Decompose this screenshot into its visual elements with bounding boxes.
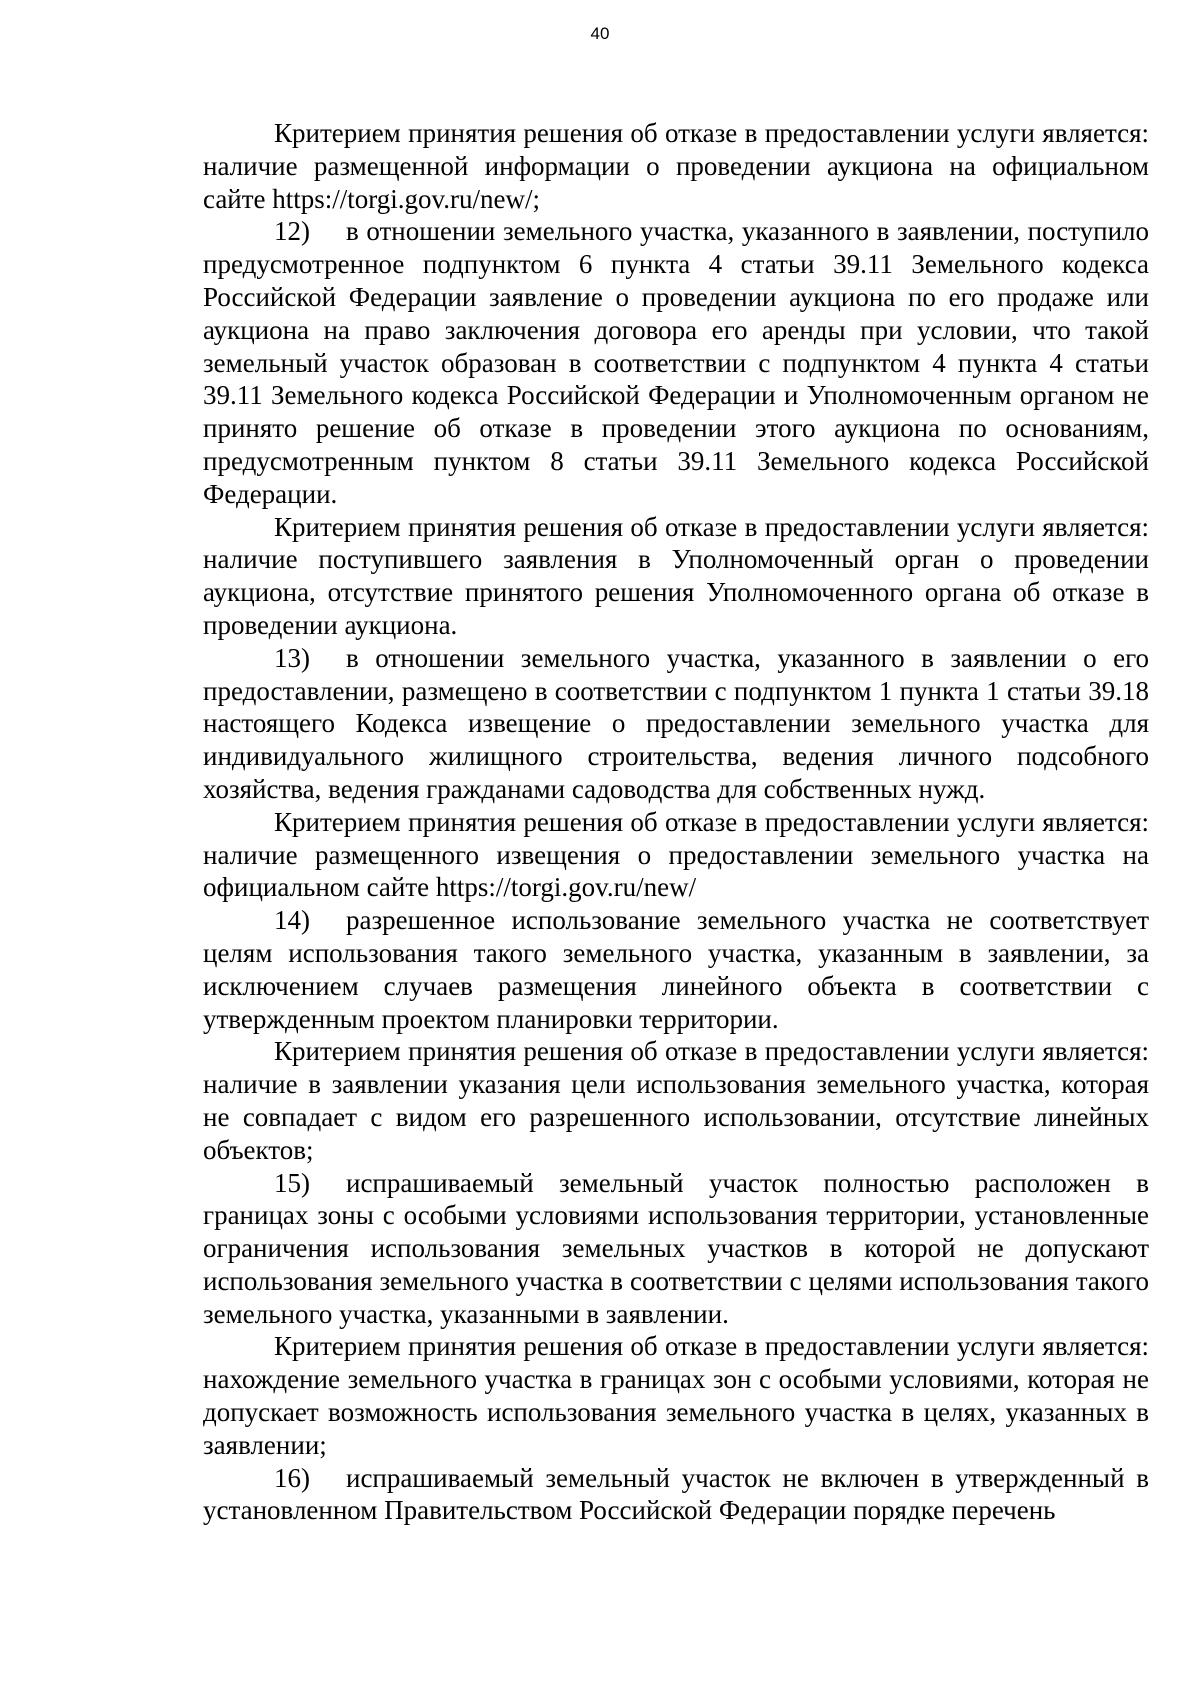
paragraph-item-13 bbox=[203, 642, 1149, 806]
paragraph-criterion-12 bbox=[203, 511, 1149, 642]
paragraph-criterion-11 bbox=[203, 117, 1149, 215]
item-number: 12) bbox=[274, 216, 310, 247]
paragraph-text: разрешенное использование земельного участка не соответствует целям использования такого земельного участка, указанным в заявлении, за исключением случаев размещения линейного объекта в соответствии с утвержденным проектом планировки территории. bbox=[203, 905, 1149, 1034]
paragraph-item-15 bbox=[203, 1167, 1149, 1331]
paragraph-text: испрашиваемый земельный участок полностью расположен в границах зоны с особыми условиями использования территории, установленные ограничения использования земельных участков в которой не допускают использования земельного участка в соответствии с целями использования такого земельного участка, указанными в заявлении. bbox=[203, 1167, 1149, 1329]
paragraph-item-16 bbox=[203, 1462, 1149, 1528]
paragraph-item-14 bbox=[203, 904, 1149, 1035]
paragraph-text: в отношении земельного участка, указанного в заявлении о его предоставлении, размещено в соответствии с подпунктом 1 пункта 1 статьи 39.18 настоящего Кодекса извещение о предоставлении земельного участка для индивидуального жилищного строительства, ведения личного подсобного хозяйства, ведения гражданами садоводства для собственных нужд. bbox=[203, 642, 1149, 804]
paragraph-text: Критерием принятия решения об отказе в предоставлении услуги является: наличие в заявлении указания цели использования земельного участка, которая не совпадает с видом его разрешенного использовании, отсутствие линейных объектов; bbox=[203, 1036, 1149, 1165]
paragraph-text: Критерием принятия решения об отказе в предоставлении услуги является: нахождение земельного участка в границах зон с особыми условиями, которая не допускает возможность использования земельного участка в целях, указанных в заявлении; bbox=[203, 1331, 1149, 1460]
item-number: 16) bbox=[274, 1462, 310, 1493]
paragraph-text: Критерием принятия решения об отказе в предоставлении услуги является: наличие размещенного извещения о предоставлении земельного участка на официальном сайте https://torgi.gov.ru/new/ bbox=[203, 806, 1149, 903]
paragraph-criterion-15 bbox=[203, 1330, 1149, 1461]
paragraph-text: испрашиваемый земельный участок не включен в утвержденный в установленном Правительством Российской Федерации порядке перечень bbox=[203, 1462, 1149, 1526]
item-number: 15) bbox=[274, 1167, 310, 1198]
page-number: 40 bbox=[590, 24, 610, 43]
paragraph-criterion-13 bbox=[203, 806, 1149, 904]
paragraph-text: в отношении земельного участка, указанного в заявлении, поступило предусмотренное подпунктом 6 пункта 4 статьи 39.11 Земельного кодекса Российской Федерации заявление о проведении аукциона по его продаже или аукциона на право заключения договора его аренды при условии, что такой земельный участок образован в соответствии с подпунктом 4 пункта 4 статьи 39.11 Земельного кодекса Российской Федерации и Уполномоченным органом не принято решение об отказе в проведении этого аукциона по основаниям, предусмотренным пунктом 8 статьи 39.11 Земельного кодекса Российской Федерации. bbox=[203, 216, 1149, 509]
item-number: 14) bbox=[274, 905, 310, 936]
paragraph-criterion-14 bbox=[203, 1035, 1149, 1166]
paragraph-text: Критерием принятия решения об отказе в предоставлении услуги является: наличие размещенной информации о проведении аукциона на официальном сайте https://torgi.gov.ru/new/; bbox=[203, 118, 1149, 214]
paragraph-text: Критерием принятия решения об отказе в предоставлении услуги является: наличие поступившего заявления в Уполномоченный орган о проведении аукциона, отсутствие принятого решения Уполномоченного органа об отказе в проведении аукциона. bbox=[203, 511, 1149, 640]
paragraph-item-12 bbox=[203, 215, 1149, 510]
document-body bbox=[203, 117, 1149, 1527]
item-number: 13) bbox=[274, 642, 310, 673]
